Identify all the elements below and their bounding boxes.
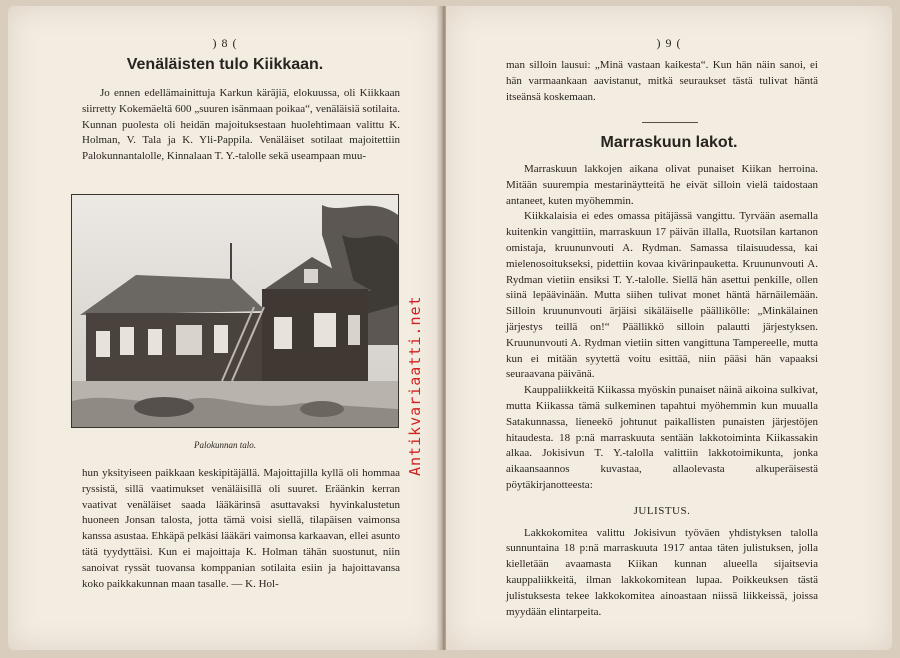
proclamation-heading: JULISTUS.: [633, 504, 691, 517]
continuation-paragraph: [506, 58, 818, 105]
section-divider: [642, 122, 698, 123]
paragraph: Marraskuun lakkojen aikana olivat punaiset Kiikan herroina. Mitään suurempia mestarinäytteitä he eivät silloin vielä taidostaan antaneet, kuten myöhemmin.: [506, 163, 818, 207]
paragraph: Kauppaliikkeitä Kiikassa myöskin punaiset näinä aikoina sulkivat, mutta Kiikassa tämä sulkeminen tapahtui myöhemmin kun muualla Satakunnassa, lieneekö johtunut paikallisten punaisten järjestöjen hitaudesta. 18 p:nä marraskuuta sentään lakkotoiminta Kiikassakin alkaa. Jokisivun T. Y.-talolla valittiin lakkotoimikunta, jonka aikaansaannos kuvastaa, allaolevasta alkuperäisestä pöytäkirjanotteesta:: [506, 384, 818, 491]
watermark-text: Antikvariaatti.net: [406, 295, 424, 476]
photo-caption: Palokunnan talo.: [194, 440, 256, 450]
left-page: [8, 6, 442, 650]
watermark: [404, 254, 426, 476]
paragraph-bottom-text: hun yksityiseen paikkaan keskipitäjällä. Majoittajilla kyllä oli hommaa ryssistä, sillä vaatimukset venäläisillä oli suuret. Eräänkin kerran vaativat venäläiset saada lääkärinsä asuttavaksi hyvinkalustetun huoneen Jonsan talosta, jotta tämä voisi siellä, tilapäisen vaimonsa kanssa asustaa. Ehkäpä pelkäsi lääkäri vaimonsa karkaavan, ellei asunto tätä tyydyttäisi. Kun ei majoittaja K. Holman tähän suostunut, niin sanoivat ryssät tuovansa komppanian sotilaita esiin ja hajoittavansa koko paikkakunnan maan tasalle. — K. Hol-: [82, 467, 400, 590]
paragraph-top: [82, 86, 400, 165]
paragraph-bottom: [82, 466, 400, 592]
page-number-right: ) 9 (: [656, 36, 682, 50]
right-page: [446, 6, 892, 650]
chapter-heading-right: Marraskuun lakot.: [600, 134, 738, 151]
chapter-heading-left: Venäläisten tulo Kiikkaan.: [126, 56, 324, 73]
continuation-text: man silloin lausui: „Minä vastaan kaikesta“. Kun hän näin sanoi, ei hän varmaankaan aavistanut, mitkä seuraukset tästä tulivat häntä itseänsä koskemaan.: [506, 59, 818, 103]
house-photo: [71, 194, 399, 428]
page-number-left: ) 8 (: [212, 36, 238, 50]
paragraph-top-text: Jo ennen edellämainittuja Karkun käräjiä, elokuussa, oli Kiikkaan siirretty Kokemäeltä 600 „suuren isänmaan poikaa“, venäläisiä sotilaita. Kunnan puolesta oli heidän majoituksestaan huolehtimaan valittu K. Holman, V. Tala ja K. Yli-Pappila. Venäläiset sotilaat majoitettiin Palokunnantalolle, Kinnalaan T. Y.-talolle sekä useampaan muu-: [82, 87, 400, 163]
paragraph: Kiikkalaisia ei edes omassa pitäjässä vangittu. Tyrvään asemalla kuitenkin vangittiin, marraskuun 17 päivän illalla, Ruotsilan kartanon omistaja, kruununvouti A. Rydman. Samassa tilaisuudessa, kai mielenosoitukseksi, pidettiin kovaa kivärinpauketta. Kruununvouti A. Rydman vietiin ensiksi T. Y.-talolle. Siellä hän asettui penkille, ollen siinä lepäävinään. Mutta siihen tulivat monet häntä härnäilemään. Silloin kruununvouti ärjäisi sikäläiselle päällikölle: „Minkälainen järjestys teillä on!“ Päällikkö silloin palautti järjestyksen. Kruununvouti A. Rydman vietiin sitten vangittuna Tampereelle, mutta kun ei mitään syytettä voitu esittää, niin pääsi hän vapaaksi seuraavana päivänä.: [506, 210, 818, 381]
proclamation-text: Lakkokomitea valittu Jokisivun työväen yhdistyksen talolla sunnuntaina 18 p:nä marraskuuta 1917 antaa täten julistuksen, jolla kielletään avaamasta Kiikan kunnan alueella sijaitsevia kauppaliikkeitä, ilman lakkokomitean lupaa. Poikkeuksen tästä julistuksesta tekee lakkokomitea ainoastaan niissä liikkeissä, joissa myydään elintarpeita.: [506, 526, 818, 618]
section-body: [506, 162, 818, 620]
